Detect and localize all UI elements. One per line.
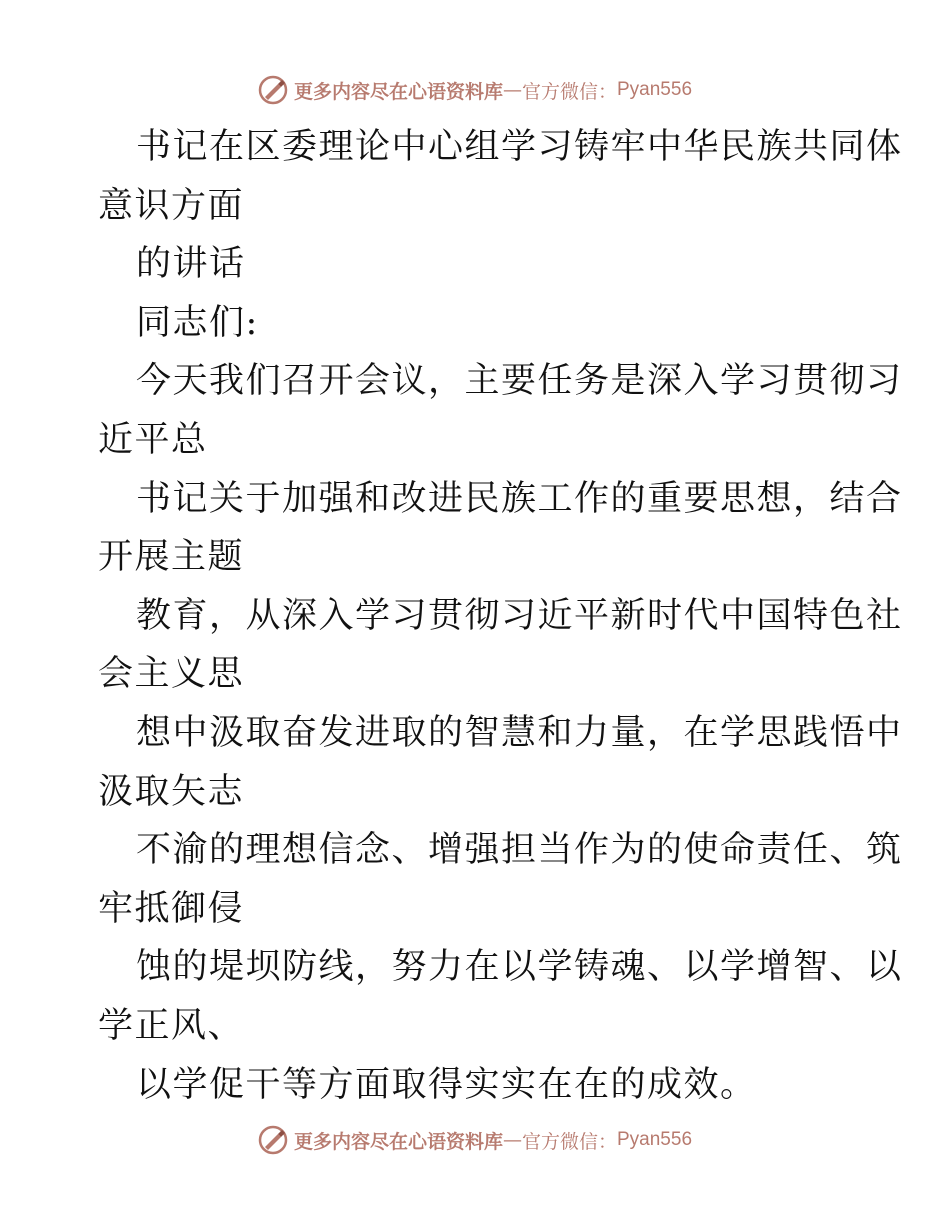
watermark-dash: — <box>502 79 522 101</box>
document-line: 蚀的堤坝防线，努力在以学铸魂、以学增智、以 <box>136 947 903 988</box>
document-line: 开展主题 <box>98 537 245 578</box>
document-body <box>98 118 903 1114</box>
watermark-wechat-id: Pyan556 <box>617 1129 693 1150</box>
pen-circle-logo-icon <box>258 1125 288 1155</box>
document-line: 书记在区委理论中心组学习铸牢中华民族共同体 <box>136 127 903 167</box>
document-line: 想中汲取奋发进取的智慧和力量，在学思践悟中 <box>136 712 903 753</box>
document-line: 近平总 <box>98 419 208 460</box>
watermark-dash: — <box>502 1129 522 1151</box>
document-line: 不渝的理想信念、增强担当作为的使命责任、筑 <box>136 830 903 871</box>
pen-circle-logo-icon <box>258 75 288 105</box>
watermark-side-text: 官方微信： <box>521 1130 617 1153</box>
document-line: 牢抵御侵 <box>98 888 245 929</box>
watermark-main-text: 更多内容尽在心语资料库 <box>293 1130 503 1153</box>
document-line: 同志们: <box>136 302 259 343</box>
document-line: 学正风、 <box>98 1005 245 1046</box>
footer-watermark <box>0 1120 950 1160</box>
document-line: 教育，从深入学习贯彻习近平新时代中国特色社 <box>136 595 903 636</box>
watermark-side-text: 官方微信： <box>521 80 617 103</box>
document-line: 的讲话 <box>136 244 246 285</box>
document-line: 会主义思 <box>98 654 245 695</box>
watermark-main-text: 更多内容尽在心语资料库 <box>293 80 503 103</box>
watermark-wechat-id: Pyan556 <box>617 79 693 100</box>
document-line: 意识方面 <box>98 185 245 226</box>
document-line: 汲取矢志 <box>98 771 245 812</box>
header-watermark <box>0 70 950 110</box>
document-line: 书记关于加强和改进民族工作的重要思想，结合 <box>136 478 903 519</box>
document-line: 今天我们召开会议，主要任务是深入学习贯彻习 <box>136 361 903 402</box>
document-line: 以学促干等方面取得实实在在的成效。 <box>136 1064 757 1105</box>
